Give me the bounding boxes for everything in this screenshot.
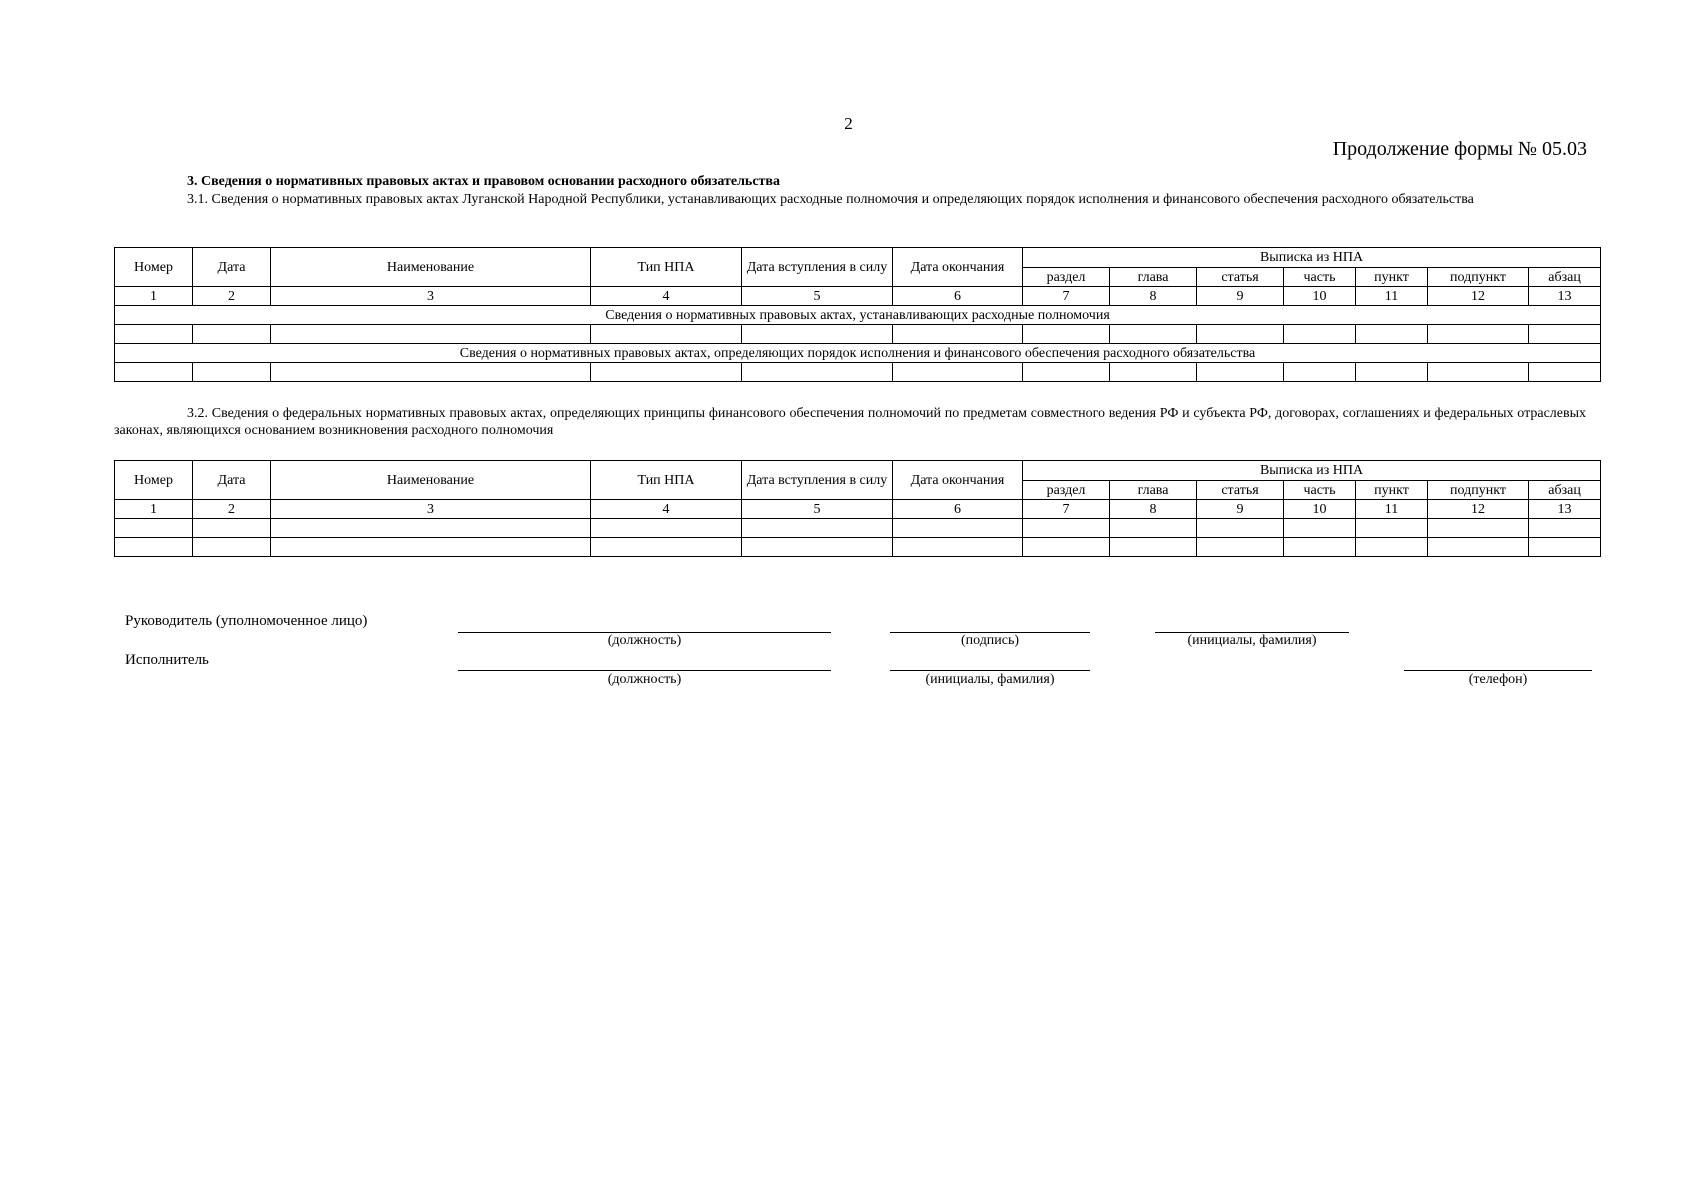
table-cell[interactable]	[1110, 538, 1197, 557]
header-extract: Выписка из НПА	[1023, 461, 1601, 481]
header-start-date: Дата вступления в силу	[742, 461, 893, 500]
table-cell[interactable]	[1428, 519, 1529, 538]
table-cell[interactable]	[591, 519, 742, 538]
table-cell[interactable]	[271, 363, 591, 382]
table-cell[interactable]	[193, 538, 271, 557]
column-number: 2	[193, 500, 271, 519]
column-number: 1	[115, 500, 193, 519]
column-number: 6	[893, 287, 1023, 306]
table-cell[interactable]	[271, 538, 591, 557]
column-number: 1	[115, 287, 193, 306]
paragraph-3-2: 3.2. Сведения о федеральных нормативных правовых актах, определяющих принципы финансового обеспечения полномочий по предметам совместного ведения РФ и субъекта РФ, договорах, соглашениях и федеральных отраслевых законах, являющихся основанием возникновения расходного полномочия	[114, 406, 1586, 438]
table-cell[interactable]	[893, 519, 1023, 538]
table-cell[interactable]	[1110, 519, 1197, 538]
column-number: 10	[1284, 287, 1356, 306]
header-number: Номер	[115, 248, 193, 287]
executor-label: Исполнитель	[125, 652, 209, 668]
column-number: 12	[1428, 287, 1529, 306]
position-caption: (должность)	[607, 633, 682, 648]
npa-table-federal	[114, 460, 1601, 557]
header-name: Наименование	[271, 248, 591, 287]
table-cell[interactable]	[115, 325, 193, 344]
table-cell[interactable]	[1529, 519, 1601, 538]
column-number: 5	[742, 500, 893, 519]
section-title: 3. Сведения о нормативных правовых актах и правовом основании расходного обязательства	[187, 174, 780, 189]
table-cell[interactable]	[1023, 325, 1110, 344]
table-row[interactable]	[115, 363, 1601, 382]
table-cell[interactable]	[1428, 325, 1529, 344]
table-cell[interactable]	[893, 538, 1023, 557]
column-number: 12	[1428, 500, 1529, 519]
table-row[interactable]	[115, 538, 1601, 557]
table-cell[interactable]	[1023, 519, 1110, 538]
header-type: Тип НПА	[591, 461, 742, 500]
table-cell[interactable]	[1356, 363, 1428, 382]
header-extract-col: подпункт	[1428, 481, 1529, 500]
header-extract-col: часть	[1284, 268, 1356, 287]
column-number: 7	[1023, 287, 1110, 306]
column-number: 13	[1529, 287, 1601, 306]
column-number-row	[115, 500, 1601, 519]
column-number: 7	[1023, 500, 1110, 519]
column-number: 4	[591, 287, 742, 306]
table-cell[interactable]	[1284, 363, 1356, 382]
initials-caption: (инициалы, фамилия)	[1187, 633, 1317, 648]
table-row[interactable]	[115, 325, 1601, 344]
header-date: Дата	[193, 248, 271, 287]
column-number: 11	[1356, 287, 1428, 306]
header-extract-col: пункт	[1356, 268, 1428, 287]
table-cell[interactable]	[193, 363, 271, 382]
column-number-row	[115, 287, 1601, 306]
table-cell[interactable]	[1356, 325, 1428, 344]
header-extract-col: часть	[1284, 481, 1356, 500]
header-number: Номер	[115, 461, 193, 500]
header-end-date: Дата окончания	[893, 248, 1023, 287]
table-cell[interactable]	[1197, 363, 1284, 382]
table-cell[interactable]	[115, 519, 193, 538]
table-cell[interactable]	[742, 538, 893, 557]
table-cell[interactable]	[1284, 519, 1356, 538]
table-cell[interactable]	[742, 325, 893, 344]
header-extract-col: статья	[1197, 481, 1284, 500]
header-extract-col: глава	[1110, 481, 1197, 500]
header-type: Тип НПА	[591, 248, 742, 287]
table-cell[interactable]	[1197, 325, 1284, 344]
header-extract-col: подпункт	[1428, 268, 1529, 287]
table-cell[interactable]	[1284, 538, 1356, 557]
header-extract-col: статья	[1197, 268, 1284, 287]
header-extract-col: пункт	[1356, 481, 1428, 500]
column-number: 6	[893, 500, 1023, 519]
column-number: 3	[271, 500, 591, 519]
table-cell[interactable]	[1110, 363, 1197, 382]
table-cell[interactable]	[1110, 325, 1197, 344]
column-number: 2	[193, 287, 271, 306]
table-cell[interactable]	[1529, 325, 1601, 344]
table-cell[interactable]	[193, 519, 271, 538]
table-cell[interactable]	[893, 363, 1023, 382]
table-cell[interactable]	[193, 325, 271, 344]
table-cell[interactable]	[1356, 519, 1428, 538]
table-cell[interactable]	[1023, 363, 1110, 382]
executor-initials-line[interactable]	[890, 670, 1090, 671]
header-end-date: Дата окончания	[893, 461, 1023, 500]
header-extract-col: абзац	[1529, 268, 1601, 287]
head-label: Руководитель (уполномоченное лицо)	[125, 613, 368, 629]
table-cell[interactable]	[1197, 519, 1284, 538]
paragraph-3-1: 3.1. Сведения о нормативных правовых актах Луганской Народной Республики, устанавливающих расходные полномочия и определяющих порядок исполнения и финансового обеспечения расходного обязательства	[187, 192, 1474, 207]
header-extract-col: глава	[1110, 268, 1197, 287]
header-extract-col: раздел	[1023, 481, 1110, 500]
column-number: 11	[1356, 500, 1428, 519]
column-number: 4	[591, 500, 742, 519]
column-number: 3	[271, 287, 591, 306]
column-number: 5	[742, 287, 893, 306]
table-cell[interactable]	[1356, 538, 1428, 557]
header-extract-col: раздел	[1023, 268, 1110, 287]
section-row-execution: Сведения о нормативных правовых актах, определяющих порядок исполнения и финансового обеспечения расходного обязательства	[115, 344, 1601, 363]
phone-caption: (телефон)	[1468, 672, 1528, 687]
table-cell[interactable]	[591, 363, 742, 382]
table-cell[interactable]	[115, 363, 193, 382]
executor-phone-line[interactable]	[1404, 670, 1592, 671]
column-number: 9	[1197, 287, 1284, 306]
table-cell[interactable]	[591, 538, 742, 557]
npa-table-regional	[114, 247, 1601, 382]
table-cell[interactable]	[1284, 325, 1356, 344]
column-number: 13	[1529, 500, 1601, 519]
table-cell[interactable]	[591, 325, 742, 344]
table-cell[interactable]	[1529, 538, 1601, 557]
table-cell[interactable]	[742, 363, 893, 382]
table-cell[interactable]	[742, 519, 893, 538]
table-cell[interactable]	[271, 325, 591, 344]
table-cell[interactable]	[1023, 538, 1110, 557]
table-cell[interactable]	[1197, 538, 1284, 557]
header-extract-col: абзац	[1529, 481, 1601, 500]
header-start-date: Дата вступления в силу	[742, 248, 893, 287]
table-cell[interactable]	[271, 519, 591, 538]
form-continuation-label: Продолжение формы № 05.03	[1332, 138, 1587, 160]
column-number: 8	[1110, 500, 1197, 519]
column-number: 10	[1284, 500, 1356, 519]
header-name: Наименование	[271, 461, 591, 500]
table-row[interactable]	[115, 519, 1601, 538]
section-row-powers: Сведения о нормативных правовых актах, устанавливающих расходные полномочия	[115, 306, 1601, 325]
initials-caption: (инициалы, фамилия)	[925, 672, 1055, 687]
table-cell[interactable]	[893, 325, 1023, 344]
table-cell[interactable]	[1529, 363, 1601, 382]
table-cell[interactable]	[115, 538, 193, 557]
column-number: 8	[1110, 287, 1197, 306]
signature-caption: (подпись)	[960, 633, 1020, 648]
table-cell[interactable]	[1428, 363, 1529, 382]
page-number: 2	[844, 114, 853, 133]
header-date: Дата	[193, 461, 271, 500]
executor-position-line[interactable]	[458, 670, 831, 671]
table-cell[interactable]	[1428, 538, 1529, 557]
column-number: 9	[1197, 500, 1284, 519]
header-extract: Выписка из НПА	[1023, 248, 1601, 268]
position-caption: (должность)	[607, 672, 682, 687]
